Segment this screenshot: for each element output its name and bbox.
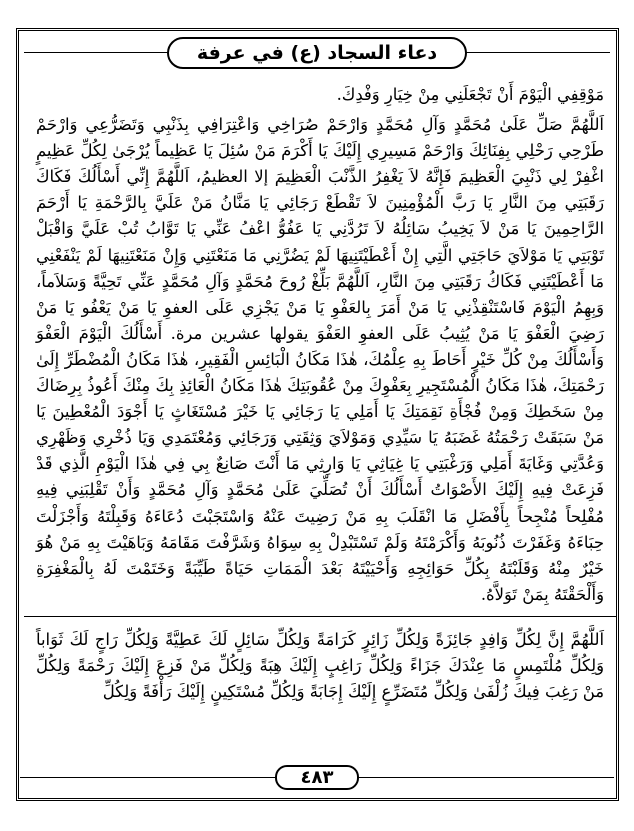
paragraph-3: اَللَّهُمَّ إِنَّ لِكُلِّ وَافِدٍ جَائِزَةً وَلِكُلِّ زَائِرٍ كَرَامَةً وَلِكُلِّ سَائِلٍ لَكَ عَطِيَّةً وَلِكُلِّ رَاجٍ لَكَ ثَوَاباً وَلِكُلِّ مُلْتَمِسٍ مَا عِنْدَكَ جَزَاءً وَلِكُلِّ رَاغِبٍ إِلَيْكَ هِبَةً وَلِكُلِّ مَنْ فَزِعَ إِلَيْكَ رَحْمَةً وَلِكُلِّ مَنْ رَغِبَ فِيكَ زُلْفَىٰ وَلِكُلِّ مُتَضَرِّعٍ إِلَيْكَ إِجَابَةً وَلِكُلِّ مُسْتَكِينٍ إِلَيْكَ رَأْفَةً وَلِكُلِّ [36, 629, 604, 702]
page-footer [0, 765, 634, 789]
paragraph-1: مَوْقِفِي الْيَوْمَ أَنْ تَجْعَلَنِي مِنْ خِيَارِ وَفْدِكَ. [336, 85, 604, 104]
section-divider [24, 616, 616, 617]
page-header [0, 36, 634, 70]
paragraph-2: اَللَّهُمَّ صَلِّ عَلَىٰ مُحَمَّدٍ وَآلِ مُحَمَّدٍ وَارْحَمْ صُرَاخِي وَاعْتِرَافِي بِذَنْبِي وَتَضَرُّعِي وَارْحَمْ طَرْحِي رَحْلِي بِفِنَائِكَ وَارْحَمْ مَسِيرِي إِلَيْكَ يَا أَكْرَمَ مَنْ سُئِلَ يَا عَظِيماً يُرْجَىٰ لِكُلِّ عَظِيمٍ اغْفِرْ لِي ذَنْبِيَ الْعَظِيمَ فَإِنَّهُ لاَ يَغْفِرُ الذَّنْبَ الْعَظِيمَ إلا العظيمُ، اَللَّهُمَّ إِنِّي أَسْأَلُكَ فَكَاكَ رَقَبَتِي مِنَ النَّارِ يَا رَبَّ الْمُؤْمِنِينَ لاَ تَقْطَعْ رَجَائِي يَا مَنَّانُ مَنْ عَلَيَّ بِالرَّحْمَةِ يَا أَرْحَمَ الرَّاحِمِينَ يَا مَنْ لاَ يَخِيبُ سَائِلُهُ لاَ تَرُدَّنِي يَا عَفُوُّ اعْفُ عَنِّي يَا تَوَّابُ تُبْ عَلَيَّ وَاقْبَلْ تَوْبَتِي يَا مَوْلاَيَ حَاجَتِي الَّتِي إِنْ أَعْطَيْتَنِيهَا لَمْ يَضُرَّنِي مَا مَنَعْتَنِي وَإِنْ مَنَعْتَنِيهَا لَمْ يَنْفَعْنِي مَا أَعْطَيْتَنِي فَكَاكُ رَقَبَتِي مِنَ النَّارِ، اَللَّهُمَّ بَلِّغْ رُوحَ مُحَمَّدٍ وَآلِ مُحَمَّدٍ عَنِّي تَحِيَّةً وَسَلاَماً، وَبِهِمُ الْيَوْمَ فَاسْتَنْقِذْنِي يَا مَنْ أَمَرَ بِالعَفْوِ يَا مَنْ يَجْزِي عَلَى العفوِ يَا مَنْ يَعْفُو يَا مَنْ رَضِيَ الْعَفْوَ يَا مَنْ يُثِيبُ عَلَى العفوِ العَفْوَ يقولها عشرين مرة. أَسْأَلُكَ الْيَوْمَ الْعَفْوَ وَأَسْأَلُكَ مِنْ كُلِّ خَيْرٍ أَحَاطَ بِهِ عِلْمُكَ، هٰذَا مَكَانُ الْبَائِسِ الْفَقِيرِ، هٰذَا مَكَانُ الْمُضْطَرِّ إِلَىٰ رَحْمَتِكَ، هٰذَا مَكَانُ الْمُسْتَجِيرِ بِعَفْوِكَ مِنْ عُقُوبَتِكَ هٰذَا مَكَانُ الْعَائِذِ بِكَ مِنْكَ أَعُوذُ بِرِضَاكَ مِنْ سَخَطِكَ وَمِنْ فُجْأَةِ نَقِمَتِكَ يَا أَمَلِي يَا رَجَائِي يَا خَيْرَ مُسْتَغَاثٍ يَا أَجْوَدَ الْمُعْطِينَ يَا مَنْ سَبَقَتْ رَحْمَتُهُ غَضَبَهُ يَا سَيِّدِي وَمَوْلاَيَ وَثِقَتِي وَرَجَائِي وَمُعْتَمَدِي وَيَا ذُخْرِي وَظَهْرِي وَعُدَّتِي وَغَايَةَ أَمَلِي وَرَغْبَتِي يَا غِيَاثِي يَا وَارِثِي مَا أَنْتَ صَانِعٌ بِي فِي هٰذَا الْيَوْمِ الَّذِي قَدْ فَزِعَتْ فِيهِ إِلَيْكَ الأَصْوَاتُ أَسْأَلُكَ أَنْ تُصَلِّيَ عَلَىٰ مُحَمَّدٍ وَآلِ مُحَمَّدٍ وَأَنْ تَقْلِبَنِي فِيهِ مُفْلِحاً مُنْجِحاً بِأَفْضَلِ مَا انْقَلَبَ بِهِ مَنْ رَضِيتَ عَنْهُ وَاسْتَجَبْتَ دُعَاءَهُ وَقَبِلْتَهُ وَأَجْزَلْتَ حِبَاءَهُ وَغَفَرْتَ ذُنُوبَهُ وَأَكْرَمْتَهُ وَلَمْ تَسْتَبْدِلْ بِهِ سِوَاهُ وَشَرَّفْتَ مَقَامَهُ وَبَاهَيْتَ بِهِ مَنْ هُوَ خَيْرٌ مِنْهُ وَقَلَبْتَهُ بِكُلِّ حَوَائِجِهِ وَأَحْيَيْتَهُ بَعْدَ الْمَمَاتِ حَيَاةً طَيِّبَةً وَخَتَمْتَ لَهُ بِالْمَغْفِرَةِ وَأَلْحَقْتَهُ بِمَنْ تَوَلاَّهُ. [36, 115, 604, 604]
page-title: دعاء السجاد (ع) في عرفة [167, 37, 467, 69]
page-number: ٤٨٣ [275, 765, 360, 790]
prayer-text [36, 82, 604, 753]
